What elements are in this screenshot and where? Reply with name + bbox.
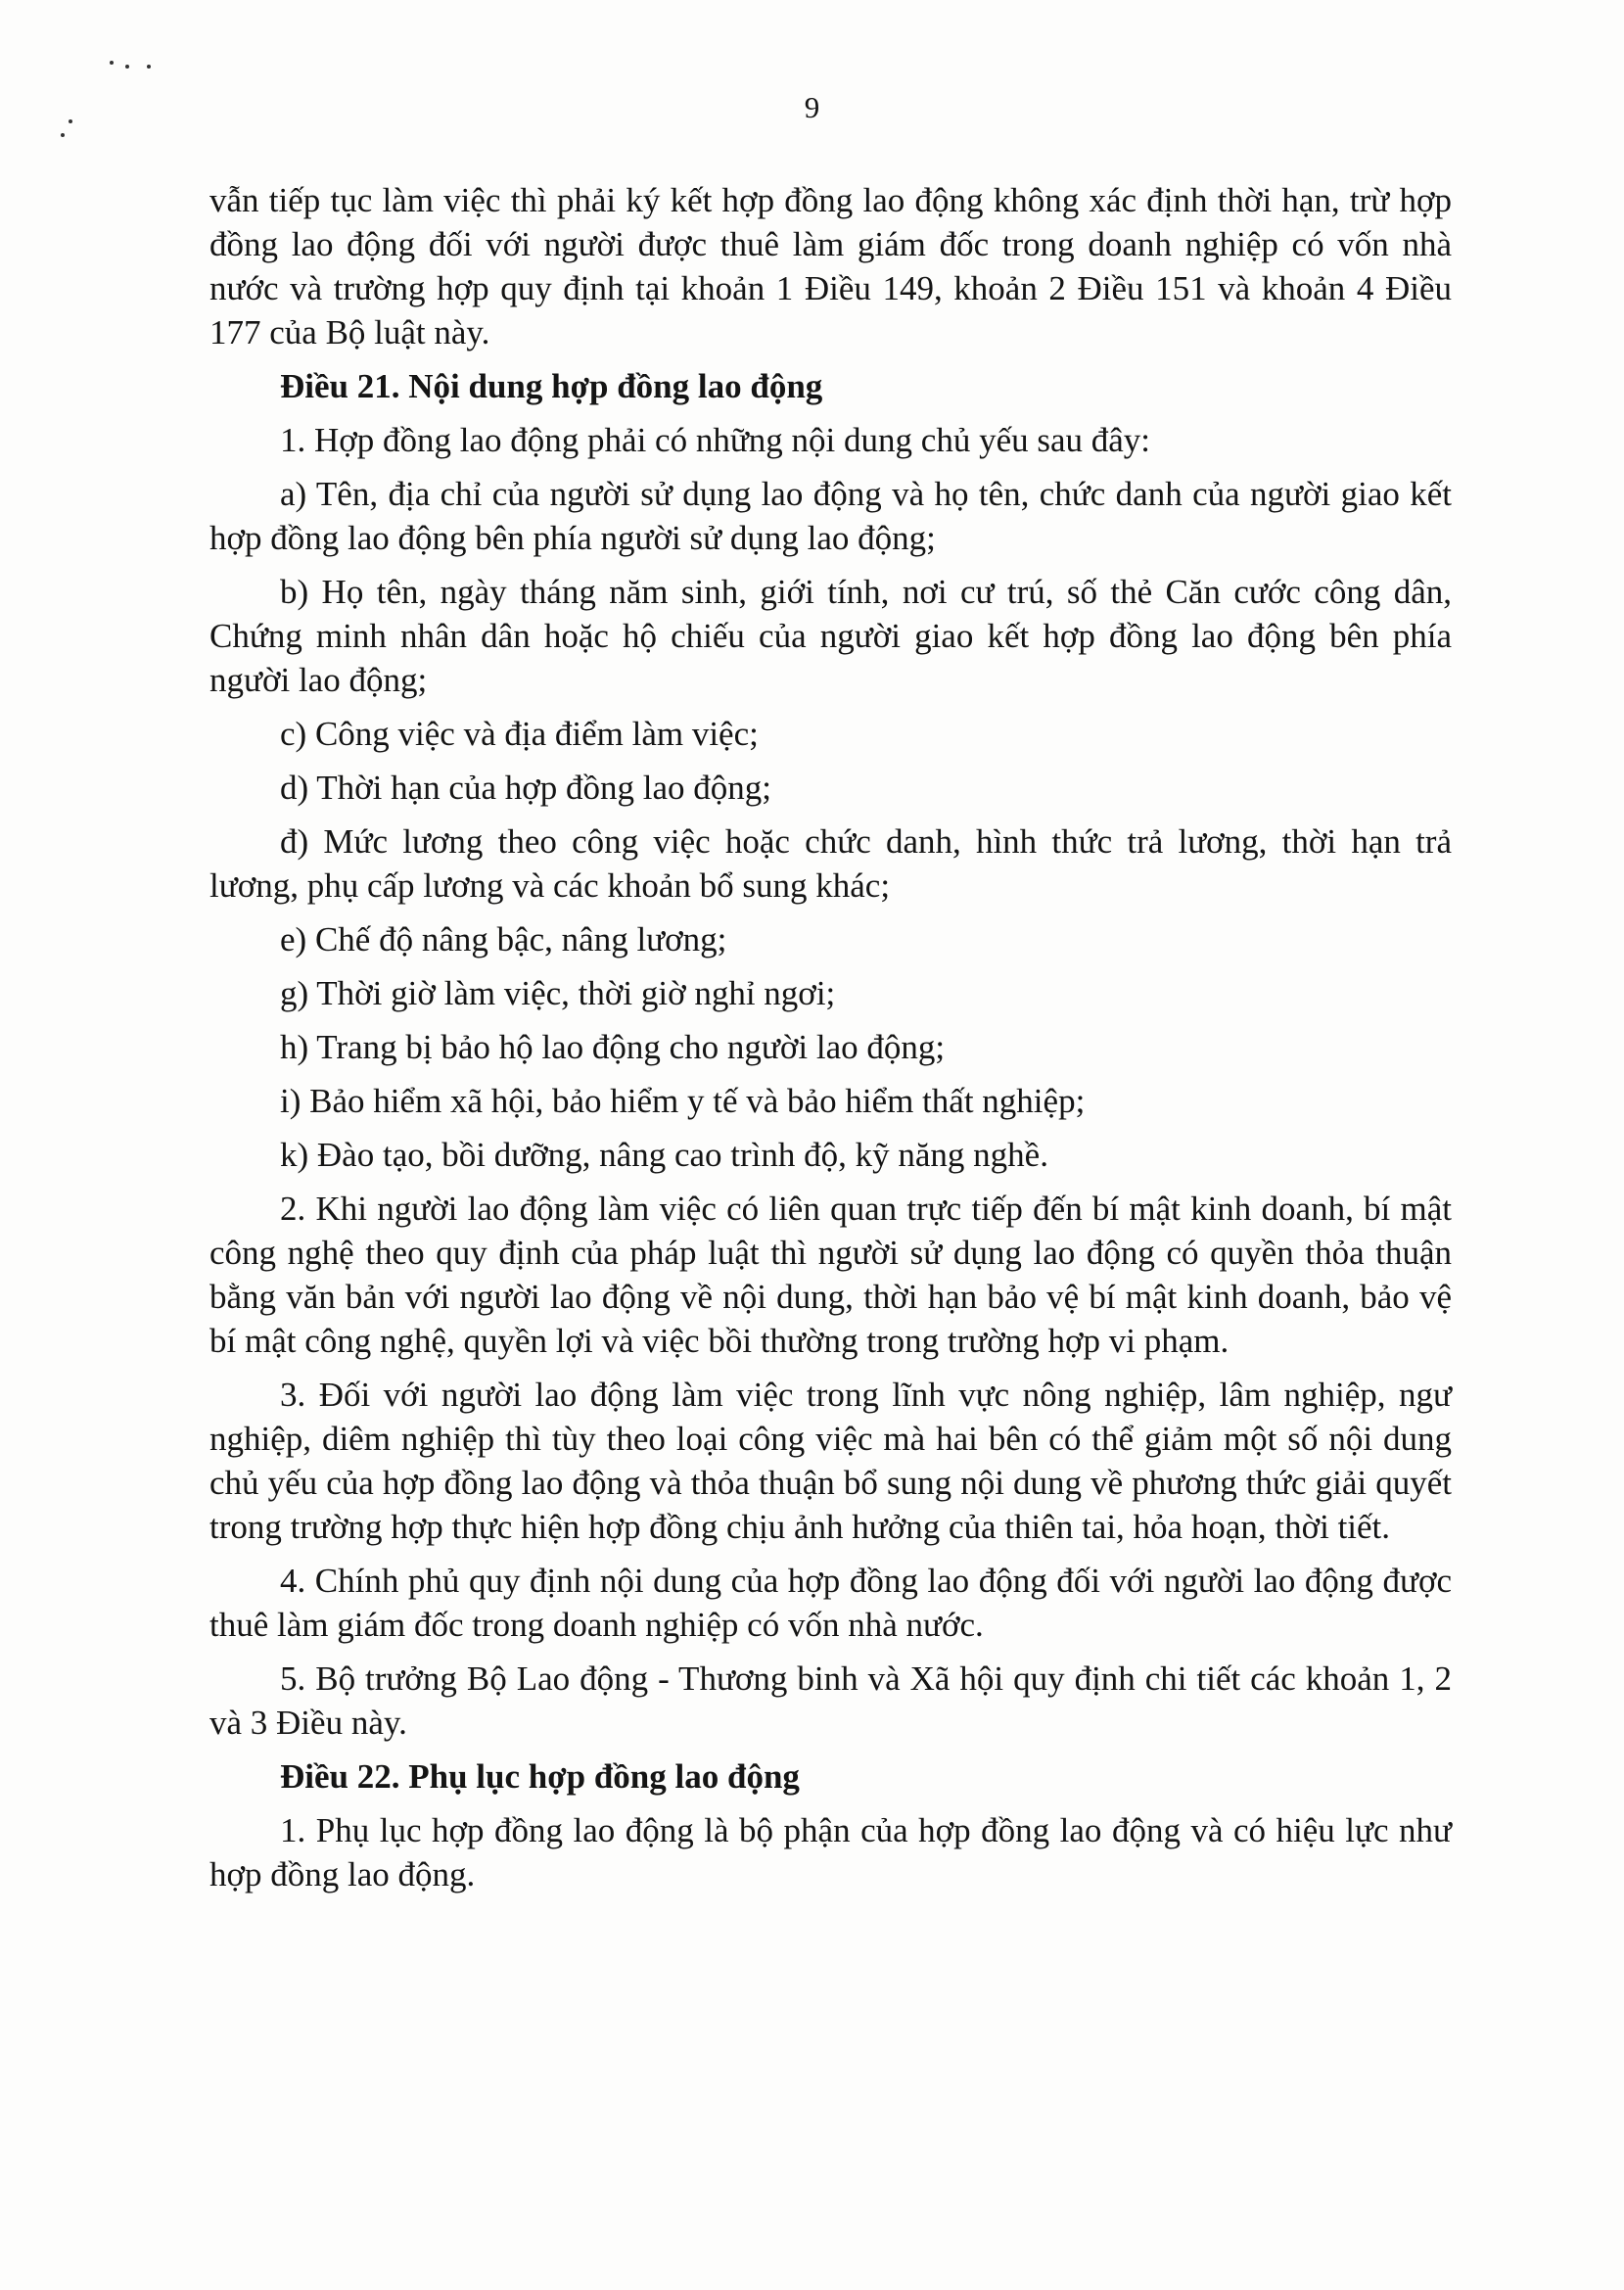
clause-1-point-g: g) Thời giờ làm việc, thời giờ nghỉ ngơi;	[280, 974, 836, 1012]
article-21-clause-2: 2. Khi người lao động làm việc có liên quan trực tiếp đến bí mật kinh doanh, bí mật công nghệ theo quy định của pháp luật thì người sử dụng lao động có quyền thỏa thuận bằng văn bản với người lao động về nội dung, thời hạn bảo vệ bí mật kinh doanh, bảo vệ bí mật công nghệ, quyền lợi và việc bồi thường trong trường hợp vi phạm.	[209, 1190, 1452, 1360]
article-21-heading: Điều 21. Nội dung hợp đồng lao động	[280, 367, 823, 405]
scan-speck	[147, 65, 151, 69]
clause-1-point-a: a) Tên, địa chỉ của người sử dụng lao động và họ tên, chức danh của người giao kết hợp đồng lao động bên phía người sử dụng lao động;	[209, 475, 1452, 557]
clause-1-point-k: k) Đào tạo, bồi dưỡng, nâng cao trình độ, kỹ năng nghề.	[280, 1136, 1048, 1174]
article-21-clause-4: 4. Chính phủ quy định nội dung của hợp đồng lao động đối với người lao động được thuê làm giám đốc trong doanh nghiệp có vốn nhà nước.	[209, 1562, 1452, 1644]
scan-speck	[110, 61, 114, 65]
article-21-clause-1: 1. Hợp đồng lao động phải có những nội dung chủ yếu sau đây:	[280, 421, 1151, 459]
article-22-clause-1: 1. Phụ lục hợp đồng lao động là bộ phận của hợp đồng lao động và có hiệu lực như hợp đồng lao động.	[209, 1811, 1452, 1893]
article-22-heading: Điều 22. Phụ lục hợp đồng lao động	[280, 1757, 800, 1796]
document-body	[209, 178, 1452, 1906]
clause-1-point-e: e) Chế độ nâng bậc, nâng lương;	[280, 920, 727, 958]
scan-speck	[61, 133, 65, 137]
article-21-clause-5: 5. Bộ trưởng Bộ Lao động - Thương binh và Xã hội quy định chi tiết các khoản 1, 2 và 3 Điều này.	[209, 1659, 1452, 1742]
page-number: 9	[804, 90, 820, 124]
clause-1-point-i: i) Bảo hiểm xã hội, bảo hiểm y tế và bảo hiểm thất nghiệp;	[280, 1082, 1086, 1120]
clause-1-point-h: h) Trang bị bảo hộ lao động cho người lao động;	[280, 1028, 946, 1066]
clause-1-point-dd: đ) Mức lương theo công việc hoặc chức danh, hình thức trả lương, thời hạn trả lương, phụ cấp lương và các khoản bổ sung khác;	[209, 822, 1452, 905]
clause-1-point-d: d) Thời hạn của hợp đồng lao động;	[280, 769, 771, 807]
scan-speck	[125, 65, 129, 69]
clause-1-point-c: c) Công việc và địa điểm làm việc;	[280, 715, 759, 753]
paragraph-continuation: vẫn tiếp tục làm việc thì phải ký kết hợp đồng lao động không xác định thời hạn, trừ hợp đồng lao động đối với người được thuê làm giám đốc trong doanh nghiệp có vốn nhà nước và trường hợp quy định tại khoản 1 Điều 149, khoản 2 Điều 151 và khoản 4 Điều 177 của Bộ luật này.	[209, 181, 1452, 351]
article-21-clause-3: 3. Đối với người lao động làm việc trong lĩnh vực nông nghiệp, lâm nghiệp, ngư nghiệp, diêm nghiệp thì tùy theo loại công việc mà hai bên có thể giảm một số nội dung chủ yếu của hợp đồng lao động và thỏa thuận bổ sung nội dung về phương thức giải quyết trong trường hợp thực hiện hợp đồng chịu ảnh hưởng của thiên tai, hỏa hoạn, thời tiết.	[209, 1376, 1452, 1546]
clause-1-point-b: b) Họ tên, ngày tháng năm sinh, giới tính, nơi cư trú, số thẻ Căn cước công dân, Chứng minh nhân dân hoặc hộ chiếu của người giao kết hợp đồng lao động bên phía người lao động;	[209, 573, 1452, 699]
